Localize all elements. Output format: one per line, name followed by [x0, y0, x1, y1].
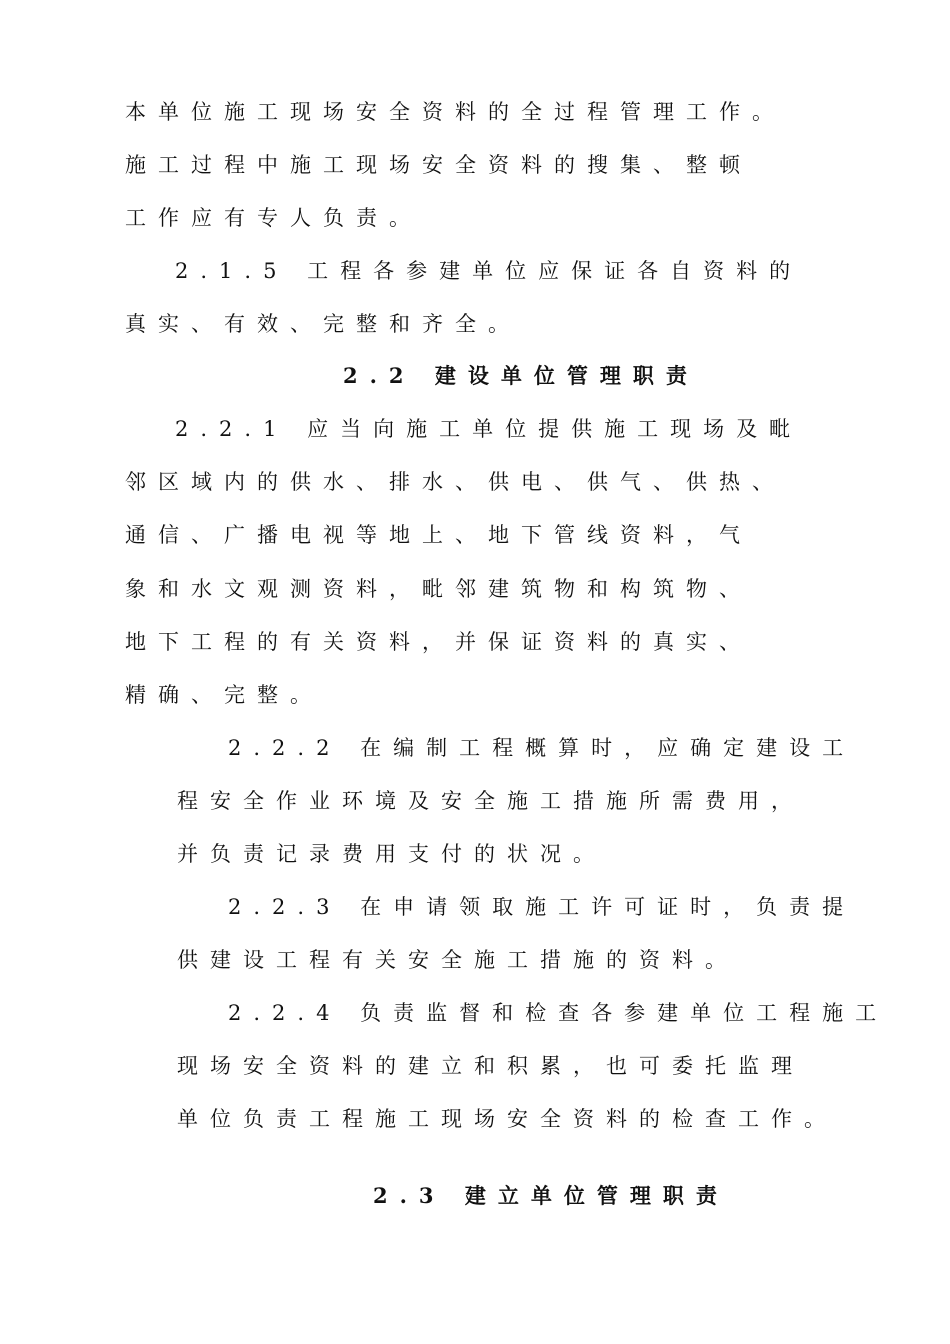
- clause-2-2-3-line: 2.2.3 在申请领取施工许可证时，负责提: [228, 895, 856, 919]
- paragraph-line: 程安全作业环境及安全施工措施所需费用，: [177, 789, 804, 813]
- clause-2-2-4-line: 2.2.4 负责监督和检查各参建单位工程施工: [228, 1001, 889, 1025]
- clause-2-2-2-line: 2.2.2 在编制工程概算时，应确定建设工: [228, 736, 856, 760]
- paragraph-line: 并负责记录费用支付的状况。: [177, 842, 606, 866]
- paragraph-line: 现场安全资料的建立和积累，也可委托监理: [177, 1054, 804, 1078]
- paragraph-line: 邻区域内的供水、排水、供电、供气、供热、: [125, 470, 785, 494]
- clause-2-2-1-line: 2.2.1 应当向施工单位提供施工现场及毗: [175, 417, 803, 441]
- clause-2-1-5-line: 2.1.5 工程各参建单位应保证各自资料的: [175, 259, 803, 283]
- paragraph-line: 通信、广播电视等地上、地下管线资料，气: [125, 523, 752, 547]
- section-heading-2-2: 2.2 建设单位管理职责: [343, 363, 699, 388]
- paragraph-line: 象和水文观测资料，毗邻建筑物和构筑物、: [125, 577, 752, 601]
- paragraph-line: 真实、有效、完整和齐全。: [125, 312, 521, 336]
- paragraph-line: 精确、完整。: [125, 683, 323, 707]
- paragraph-line: 工作应有专人负责。: [125, 206, 422, 230]
- paragraph-line: 地下工程的有关资料，并保证资料的真实、: [125, 630, 752, 654]
- section-heading-2-3: 2.3 建立单位管理职责: [373, 1183, 729, 1208]
- paragraph-line: 施工过程中施工现场安全资料的搜集、整顿: [125, 153, 752, 177]
- paragraph-line: 本单位施工现场安全资料的全过程管理工作。: [125, 100, 785, 124]
- paragraph-line: 供建设工程有关安全施工措施的资料。: [177, 948, 738, 972]
- paragraph-line: 单位负责工程施工现场安全资料的检查工作。: [177, 1107, 837, 1131]
